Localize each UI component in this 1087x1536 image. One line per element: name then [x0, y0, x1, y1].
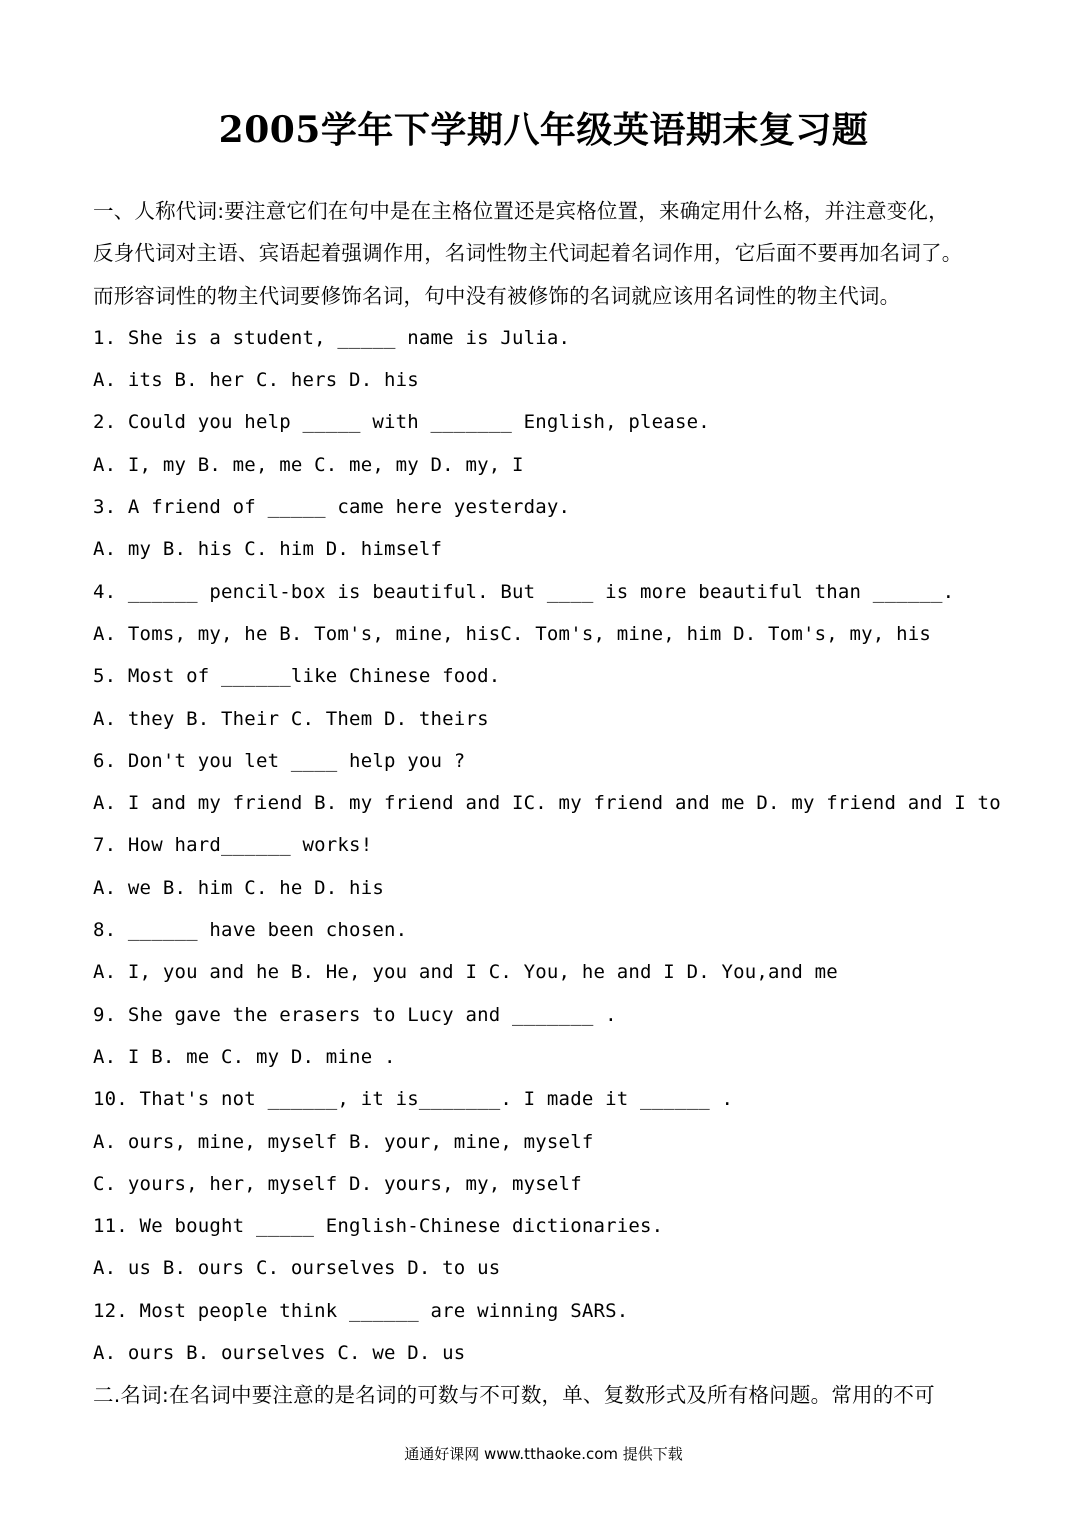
question-9-options: A. I B. me C. my D. mine .: [93, 1045, 396, 1068]
question-6-options: A. I and my friend B. my friend and IC. my friend and me D. my friend and I to: [93, 792, 1001, 815]
section-1-intro-line: 反身代词对主语、宾语起着强调作用，名词性物主代词起着名词作用，它后面不要再加名词了。: [93, 241, 963, 266]
question-4: 4. ______ pencil-box is beautiful. But ____ is more beautiful than ______.: [93, 580, 955, 603]
question-8: 8. ______ have been chosen.: [93, 919, 408, 942]
section-1-intro-line: 一、人称代词:要注意它们在句中是在主格位置还是宾格位置，来确定用什么格，并注意变化，: [93, 199, 949, 223]
question-9: 9. She gave the erasers to Lucy and _______ .: [93, 1003, 617, 1026]
page-footer: 通通好课网 www.tthaoke.com 提供下载: [404, 1445, 683, 1463]
question-3: 3. A friend of _____ came here yesterday.: [93, 496, 571, 519]
question-12-options: A. ours B. ourselves C. we D. us: [93, 1342, 466, 1365]
section-2-intro-line: 二.名词:在名词中要注意的是名词的可数与不可数，单、复数形式及所有格问题。常用的不可: [93, 1383, 935, 1408]
question-11-options: A. us B. ours C. ourselves D. to us: [93, 1257, 501, 1280]
question-3-options: A. my B. his C. him D. himself: [93, 538, 443, 561]
question-10-options: A. ours, mine, myself B. your, mine, myself: [93, 1130, 594, 1153]
question-10: 10. That's not ______, it is_______. I made it ______ .: [93, 1088, 734, 1111]
question-7-options: A. we B. him C. he D. his: [93, 876, 384, 899]
document-body: [93, 190, 1003, 1417]
question-1-options: A. its B. her C. hers D. his: [93, 369, 419, 392]
question-2-options: A. I, my B. me, me C. me, my D. my, I: [93, 453, 524, 476]
question-1: 1. She is a student, _____ name is Julia.: [93, 326, 571, 349]
question-12: 12. Most people think ______ are winning SARS.: [93, 1299, 629, 1322]
question-6: 6. Don't you let ____ help you ?: [93, 749, 466, 772]
section-1-intro-line: 而形容词性的物主代词要修饰名词，句中没有被修饰的名词就应该用名词性的物主代词。: [93, 283, 901, 308]
question-10-options: C. yours, her, myself D. yours, my, myself: [93, 1172, 582, 1195]
question-2: 2. Could you help _____ with _______ English, please.: [93, 411, 710, 434]
question-5-options: A. they B. Their C. Them D. theirs: [93, 707, 489, 730]
question-8-options: A. I, you and he B. He, you and I C. You, he and I D. You,and me: [93, 961, 838, 984]
question-11: 11. We bought _____ English-Chinese dictionaries.: [93, 1215, 664, 1238]
question-5: 5. Most of ______like Chinese food.: [93, 665, 501, 688]
question-4-options: A. Toms, my, he B. Tom's, mine, hisC. Tom's, mine, him D. Tom's, my, his: [93, 622, 932, 645]
document-title: 2005学年下学期八年级英语期末复习题: [218, 109, 869, 151]
question-7: 7. How hard______ works!: [93, 834, 373, 857]
